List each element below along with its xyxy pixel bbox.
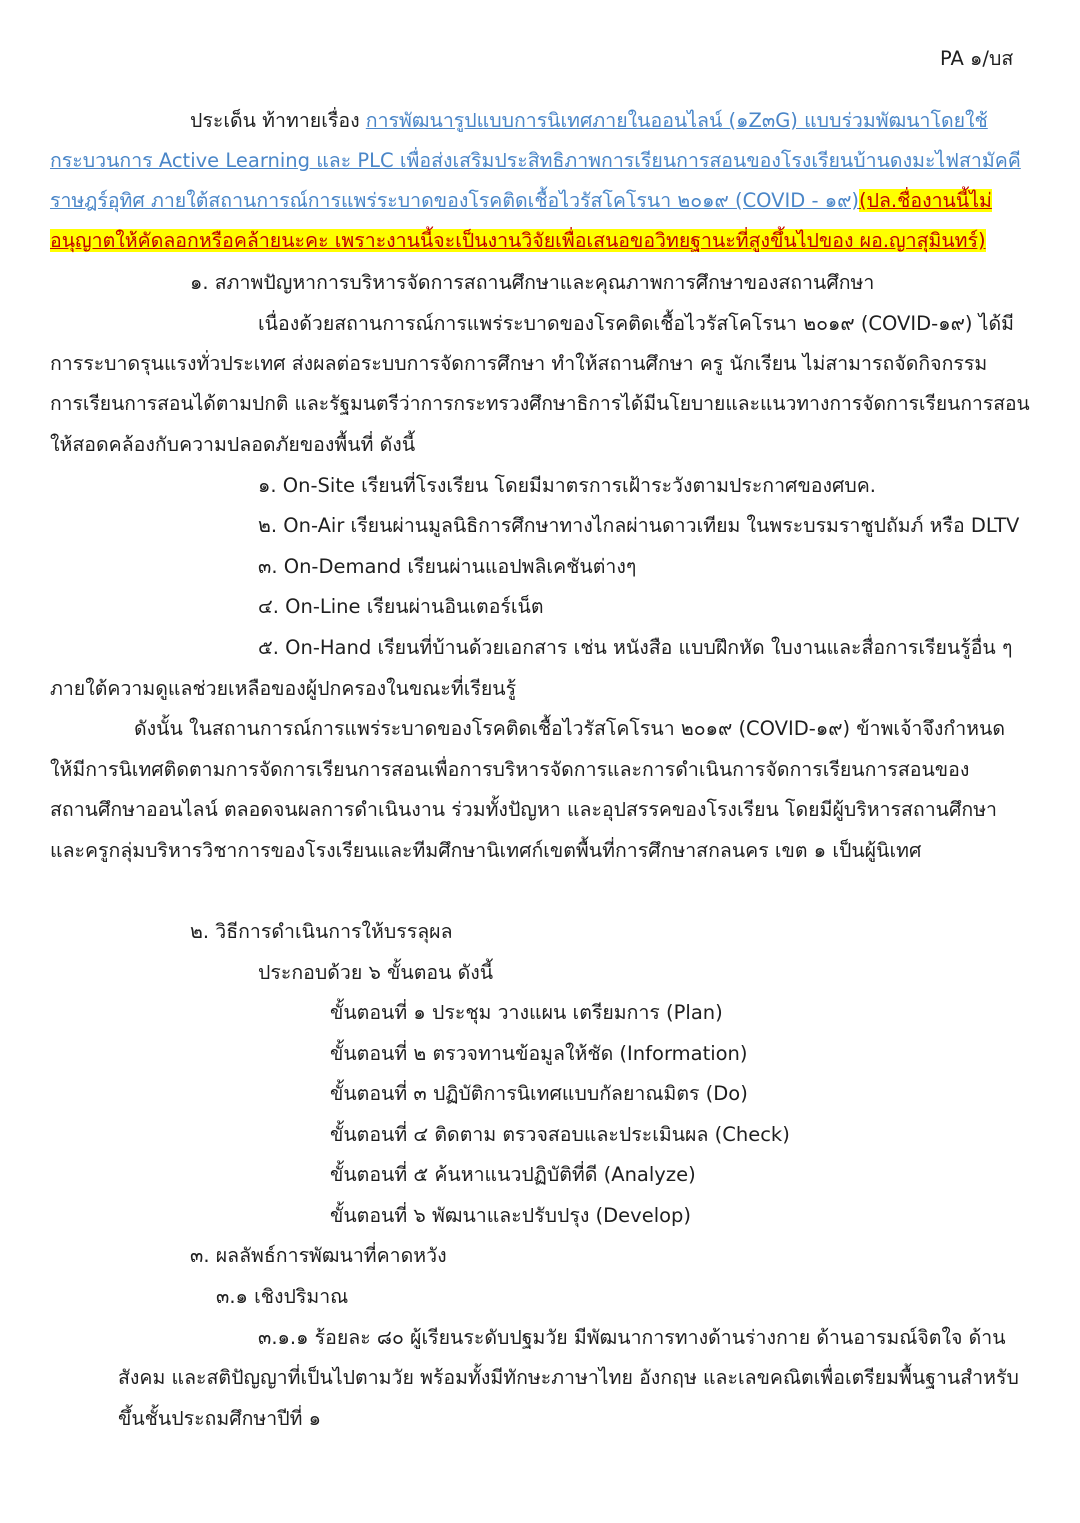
list-item-continuation: ภายใต้ความดูแลช่วยเหลือของผู้ปกครองในขณะที่เรียนรู้ xyxy=(50,677,517,700)
issue-line-4 xyxy=(50,226,986,256)
section-2-heading: ๒. วิธีการดำเนินการให้บรรลุผล xyxy=(190,920,453,943)
para1-line: เนื่องด้วยสถานการณ์การแพร่ระบาดของโรคติดเชื้อไวรัสโคโรนา ๒๐๑๙ (COVID-๑๙) ได้มี xyxy=(258,312,1014,335)
para2-line: ดังนั้น ในสถานการณ์การแพร่ระบาดของโรคติดเชื้อไวรัสโคโรนา ๒๐๑๙ (COVID-๑๙) ข้าพเจ้าจึงกำหนด xyxy=(134,717,1006,740)
list-item: ๕. On-Hand เรียนที่บ้านด้วยเอกสาร เช่น หนังสือ แบบฝึกหัด ใบงานและสื่อการเรียนรู้อื่น ๆ xyxy=(258,636,1013,659)
section-1-heading: ๑. สภาพปัญหาการบริหารจัดการสถานศึกษาและคุณภาพการศึกษาของสถานศึกษา xyxy=(190,271,875,294)
para2-line: และครูกลุ่มบริหารวิชาการของโรงเรียนและทีมศึกษานิเทศก์เขตพื้นที่การศึกษาสกลนคร เขต ๑ เป็นผู้นิเทศ xyxy=(50,839,922,862)
step-item: ขั้นตอนที่ ๓ ปฏิบัติการนิเทศแบบกัลยาณมิตร (Do) xyxy=(330,1082,748,1105)
list-item: ๒. On-Air เรียนผ่านมูลนิธิการศึกษาทางไกลผ่านดาวเทียม ในพระบรมราชูปถัมภ์ หรือ DLTV xyxy=(258,514,1020,537)
result-line: ขึ้นชั้นประถมศึกษาปีที่ ๑ xyxy=(118,1407,322,1430)
issue-lead: ประเด็น ท้าทายเรื่อง xyxy=(190,109,360,132)
copyright-note-1: (ปล.ชื่องานนี้ไม่ xyxy=(859,189,992,212)
issue-title-link-2[interactable]: กระบวนการ Active Learning และ PLC เพื่อส่งเสริมประสิทธิภาพการเรียนการสอนของโรงเรียนบ้านดงมะไฟสามัคคี xyxy=(50,149,1021,172)
copyright-note-2: อนุญาตให้คัดลอกหรือคล้ายนะคะ เพราะงานนี้จะเป็นงานวิจัยเพื่อเสนอขอวิทยฐานะที่สูงขึ้นไปของ ผอ.ญาสุมินทร์) xyxy=(50,229,986,252)
para2-line: สถานศึกษาออนไลน์ ตลอดจนผลการดำเนินงาน ร่วมทั้งปัญหา และอุปสรรคของโรงเรียน โดยมีผู้บริหารสถานศึกษา xyxy=(50,798,997,821)
issue-title-link-1[interactable]: การพัฒนารูปแบบการนิเทศภายในออนไลน์ (๑Z๓G) แบบร่วมพัฒนาโดยใช้ xyxy=(365,109,988,132)
step-item: ขั้นตอนที่ ๕ ค้นหาแนวปฏิบัติที่ดี (Analyze) xyxy=(330,1163,696,1186)
step-item: ขั้นตอนที่ ๒ ตรวจทานข้อมูลให้ชัด (Information) xyxy=(330,1042,748,1065)
section-3-heading: ๓. ผลลัพธ์การพัฒนาที่คาดหวัง xyxy=(190,1244,447,1267)
list-item: ๔. On-Line เรียนผ่านอินเตอร์เน็ต xyxy=(258,595,544,618)
issue-line-3 xyxy=(50,186,992,216)
para1-line: การระบาดรุนแรงทั่วประเทศ ส่งผลต่อระบบการจัดการศึกษา ทำให้สถานศึกษา ครู นักเรียน ไม่สามารถจัดกิจกรรม xyxy=(50,352,988,375)
section-3-1-heading: ๓.๑ เชิงปริมาณ xyxy=(216,1285,349,1308)
list-item: ๑. On-Site เรียนที่โรงเรียน โดยมีมาตรการเฝ้าระวังตามประกาศของศบค. xyxy=(258,474,877,497)
issue-title-link-3[interactable]: ราษฎร์อุทิศ ภายใต้สถานการณ์การแพร่ระบาดของโรคติดเชื้อไวรัสโคโรนา ๒๐๑๙ (COVID - ๑๙) xyxy=(50,189,859,212)
para1-line: ให้สอดคล้องกับความปลอดภัยของพื้นที่ ดังนี้ xyxy=(50,433,416,456)
step-item: ขั้นตอนที่ ๑ ประชุม วางแผน เตรียมการ (Plan) xyxy=(330,1001,723,1024)
result-line: ๓.๑.๑ ร้อยละ ๘๐ ผู้เรียนระดับปฐมวัย มีพัฒนาการทางด้านร่างกาย ด้านอารมณ์จิตใจ ด้าน xyxy=(258,1326,1006,1349)
step-item: ขั้นตอนที่ ๖ พัฒนาและปรับปรุง (Develop) xyxy=(330,1204,692,1227)
step-item: ขั้นตอนที่ ๔ ติดตาม ตรวจสอบและประเมินผล (Check) xyxy=(330,1123,790,1146)
list-item: ๓. On-Demand เรียนผ่านแอปพลิเคชันต่างๆ xyxy=(258,555,637,578)
issue-line-1 xyxy=(190,106,988,136)
issue-line-2 xyxy=(50,146,1021,176)
page-code: PA ๑/บส xyxy=(940,47,1014,70)
section-2-intro: ประกอบด้วย ๖ ขั้นตอน ดังนี้ xyxy=(258,961,494,984)
result-line: สังคม และสติปัญญาที่เป็นไปตามวัย พร้อมทั้งมีทักษะภาษาไทย อังกฤษ และเลขคณิตเพื่อเตรียมพื้นฐานสำหรับ xyxy=(118,1366,1019,1389)
para2-line: ให้มีการนิเทศติดตามการจัดการเรียนการสอนเพื่อการบริหารจัดการและการดำเนินการจัดการเรียนการสอนของ xyxy=(50,758,970,781)
para1-line: การเรียนการสอนได้ตามปกติ และรัฐมนตรีว่าการกระทรวงศึกษาธิการได้มีนโยบายและแนวทางการจัดการเรียนการสอน xyxy=(50,392,1030,415)
